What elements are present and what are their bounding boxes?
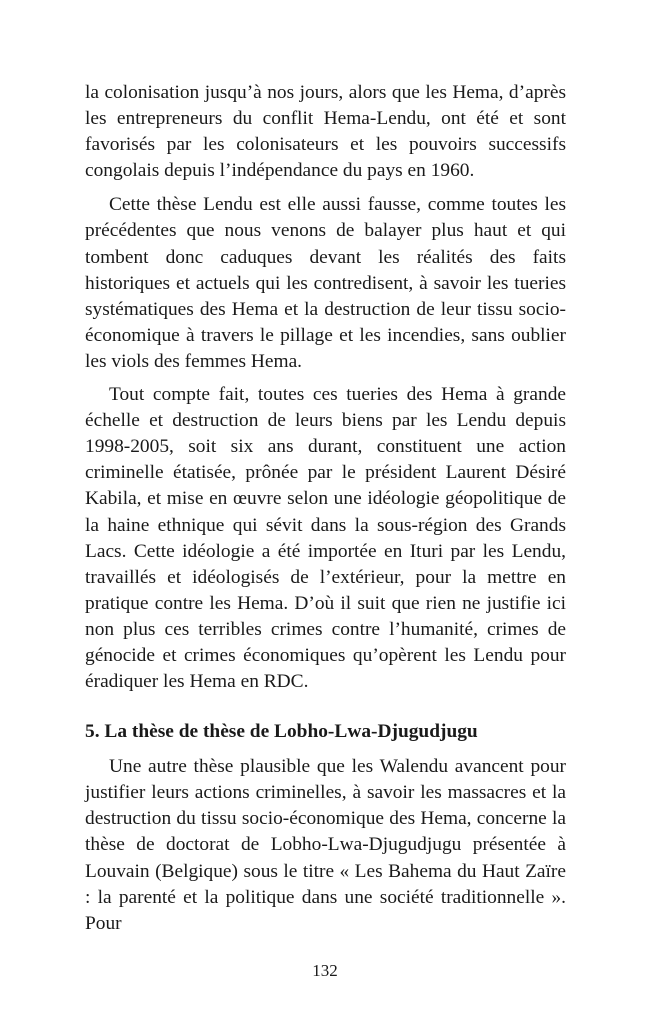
- paragraph-conclusion: Tout compte fait, toutes ces tueries des Hema à grande échelle et destruction de leurs biens par les Lendu depuis 1998-2005, soit six ans durant, constituent une action criminelle étatisée, prônée par le président Laurent Désiré Kabila, et mise en œuvre selon une idéologie géopolitique de la haine ethnique qui sévit dans la sous-région des Grands Lacs. Cette idéologie a été importée en Ituri par les Lendu, travaillés et idéologisés de l’extérieur, pour la mettre en pratique contre les Hema. D’où il suit que rien ne justifie ici non plus ces terribles crimes contre l’humanité, crimes de génocide et crimes économiques qu’opèrent les Lendu pour éradiquer les Hema en RDC.: [85, 384, 566, 693]
- section-heading: 5. La thèse de thèse de Lobho-Lwa-Djugudjugu: [85, 721, 478, 743]
- paragraph-lobho-thesis: Une autre thèse plausible que les Walendu avancent pour justifier leurs actions criminelles, à savoir les massacres et la destruction du tissu socio-économique des Hema, concerne la thèse de doctorat de Lobho-Lwa-Djugudjugu présentée à Louvain (Belgique) sous le titre « Les Bahema du Haut Zaïre : la parenté et la politique dans une société traditionnelle ». Pour: [85, 756, 566, 934]
- paragraph-continuation: la colonisation jusqu’à nos jours, alors que les Hema, d’après les entrepreneurs du conflit Hema-Lendu, ont été et sont favorisés par les colonisateurs et les pouvoirs successifs congolais depuis l’indépendance du pays en 1960.: [85, 82, 566, 182]
- page-body: [85, 80, 566, 937]
- paragraph-lendu-thesis: Cette thèse Lendu est elle aussi fausse, comme toutes les précédentes que nous venons de balayer plus haut et qui tombent donc caduques devant les réalités des faits historiques et actuels qui les contredisent, à savoir les tueries systématiques des Hema et la destruction de leur tissu socio-économique à travers le pillage et les incendies, sans oublier les viols des femmes Hema.: [85, 194, 566, 372]
- page-number: 132: [312, 961, 338, 980]
